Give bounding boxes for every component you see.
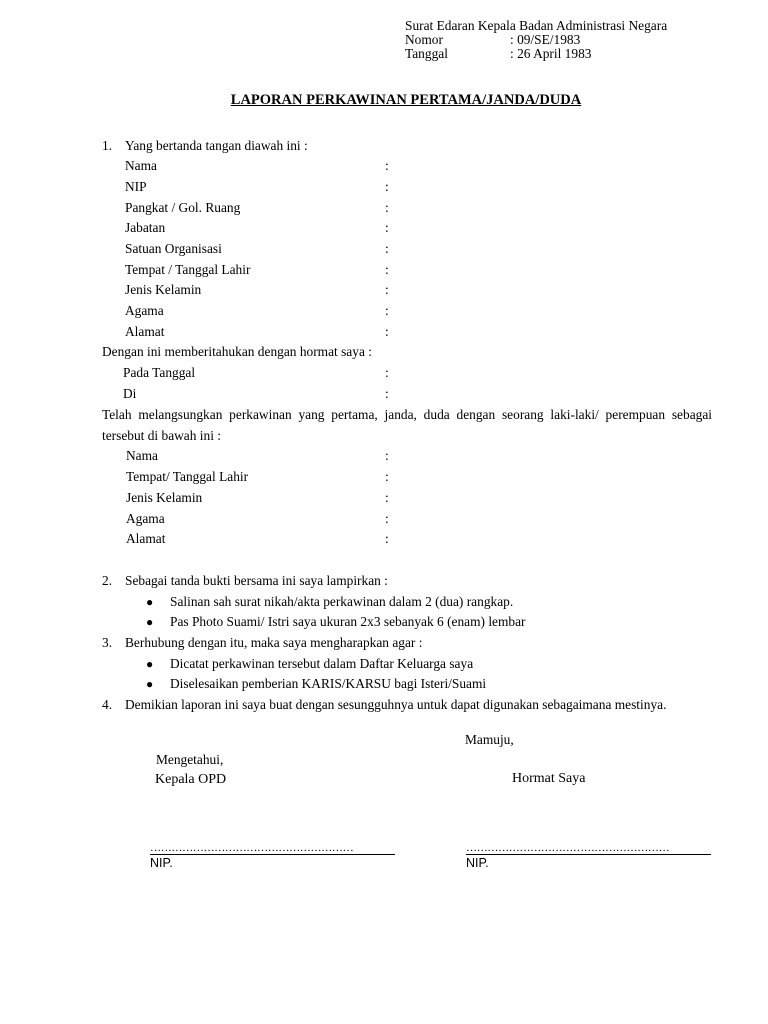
document-title: LAPORAN PERKAWINAN PERTAMA/JANDA/DUDA xyxy=(230,92,582,108)
section1-number: 1. xyxy=(102,138,113,153)
spouse-label-alamat: Alamat xyxy=(126,531,166,546)
section4-number: 4. xyxy=(102,697,113,712)
header-nomor-value: : 09/SE/1983 xyxy=(510,32,581,47)
field-colon: : xyxy=(385,365,389,380)
field-colon: : xyxy=(385,262,389,277)
field-label-agama: Agama xyxy=(125,303,164,318)
section2-bullet-2: Pas Photo Suami/ Istri saya ukuran 2x3 sebanyak 6 (enam) lembar xyxy=(170,614,526,629)
field-label-jenis-kelamin: Jenis Kelamin xyxy=(125,282,202,297)
field-label-tempat-tanggal-lahir: Tempat / Tanggal Lahir xyxy=(125,262,251,277)
field-colon: : xyxy=(385,220,389,235)
field-colon: : xyxy=(385,324,389,339)
spouse-label-agama: Agama xyxy=(126,511,165,526)
field-label-pangkat: Pangkat / Gol. Ruang xyxy=(125,200,241,215)
field-colon: : xyxy=(385,490,389,505)
field-colon: : xyxy=(385,303,389,318)
field-label-jabatan: Jabatan xyxy=(125,220,166,235)
left-nip-label: NIP. xyxy=(150,856,173,870)
field-label-pada-tanggal: Pada Tanggal xyxy=(123,365,196,380)
right-signature-title: Hormat Saya xyxy=(512,771,586,786)
bullet-icon: ● xyxy=(146,595,154,609)
header-tanggal-label: Tanggal xyxy=(405,46,448,61)
section2-text: Sebagai tanda bukti bersama ini saya lampirkan : xyxy=(125,573,388,588)
field-colon: : xyxy=(385,241,389,256)
header-tanggal-value: : 26 April 1983 xyxy=(510,46,592,61)
spouse-label-tempat-tanggal-lahir: Tempat/ Tanggal Lahir xyxy=(126,469,249,484)
section2-bullet-1: Salinan sah surat nikah/akta perkawinan dalam 2 (dua) rangkap. xyxy=(170,594,514,609)
right-signature-dots: ………………………………………………… xyxy=(466,842,670,854)
section3-bullet-1: Dicatat perkawinan tersebut dalam Daftar Keluarga saya xyxy=(170,656,474,671)
field-colon: : xyxy=(385,511,389,526)
field-colon: : xyxy=(385,200,389,215)
marriage-statement-line1: Telah melangsungkan perkawinan yang pertama, janda, duda dengan seorang laki-laki/ perempuan sebagai xyxy=(102,407,712,422)
section3-text: Berhubung dengan itu, maka saya mengharapkan agar : xyxy=(125,635,423,650)
field-colon: : xyxy=(385,469,389,484)
header-reference: Surat Edaran Kepala Badan Administrasi Negara xyxy=(405,18,668,33)
bullet-icon: ● xyxy=(146,615,154,629)
spouse-label-nama: Nama xyxy=(126,448,158,463)
header-nomor-label: Nomor xyxy=(405,32,443,47)
field-label-alamat: Alamat xyxy=(125,324,165,339)
field-colon: : xyxy=(385,448,389,463)
field-label-nama: Nama xyxy=(125,158,157,173)
spouse-label-jenis-kelamin: Jenis Kelamin xyxy=(126,490,203,505)
field-colon: : xyxy=(385,158,389,173)
field-colon: : xyxy=(385,386,389,401)
right-signature-line xyxy=(466,854,711,855)
field-colon: : xyxy=(385,179,389,194)
section2-number: 2. xyxy=(102,573,113,588)
field-colon: : xyxy=(385,531,389,546)
left-signature-dots: ………………………………………………… xyxy=(150,842,354,854)
field-colon: : xyxy=(385,282,389,297)
left-signature-title: Kepala OPD xyxy=(155,772,227,787)
bullet-icon: ● xyxy=(146,677,154,691)
section4-text: Demikian laporan ini saya buat dengan sesungguhnya untuk dapat digunakan sebagaimana mestinya. xyxy=(125,697,667,712)
left-signature-line xyxy=(150,854,395,855)
field-label-satuan-organisasi: Satuan Organisasi xyxy=(125,241,222,256)
field-label-nip: NIP xyxy=(125,179,147,194)
right-nip-label: NIP. xyxy=(466,856,489,870)
notice-text: Dengan ini memberitahukan dengan hormat saya : xyxy=(102,344,372,359)
section3-number: 3. xyxy=(102,635,113,650)
bullet-icon: ● xyxy=(146,657,154,671)
marriage-statement-line2: tersebut di bawah ini : xyxy=(102,428,221,443)
signature-place: Mamuju, xyxy=(465,732,514,747)
field-label-di: Di xyxy=(123,386,137,401)
section3-bullet-2: Diselesaikan pemberian KARIS/KARSU bagi Isteri/Suami xyxy=(170,676,487,691)
section1-intro: Yang bertanda tangan diawah ini : xyxy=(125,138,308,153)
left-signature-caption: Mengetahui, xyxy=(156,752,224,767)
